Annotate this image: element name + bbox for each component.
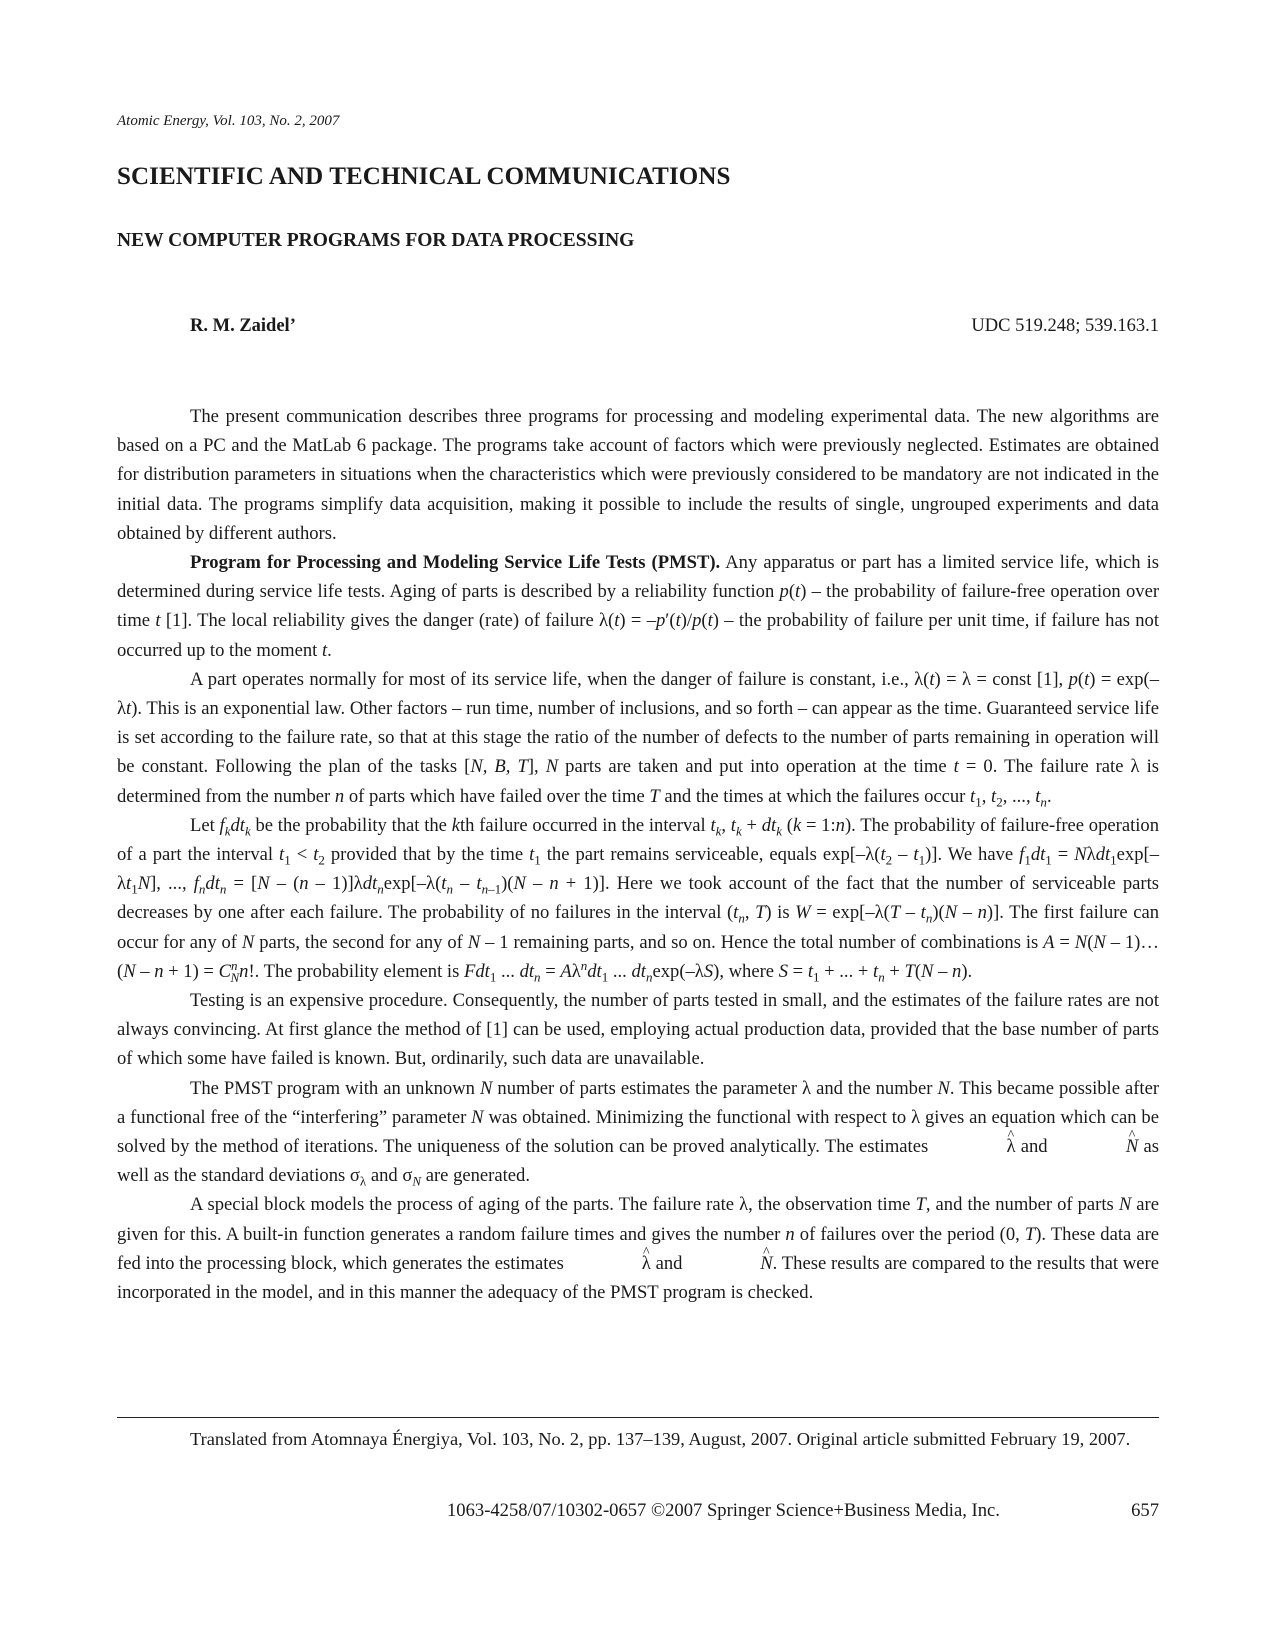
- paragraph-exponential: A part operates normally for most of its service life, when the danger of failure is constant, i.e., λ(t) = λ = const [1], p(t) = exp(–λt). This is an exponential law. Other factors – run time, number of inclusions, and so forth – can appear as the time. Guaranteed service life is set according to the failure rate, so that at this stage the ratio of the number of defects to the number of parts remaining in operation will be constant. Following the plan of the tasks [N, B, T], N parts are taken and put into operation at the time t = 0. The failure rate λ is determined from the number n of parts which have failed over the time T and the times at which the failures occur $t_1$, $t_2$, ..., $t_n$.: [117, 668, 1160, 810]
- footnote-divider: [117, 1417, 1159, 1418]
- udc-code: UDC 519.248; 539.163.1: [971, 316, 1159, 336]
- author-name: R. M. Zaidel’: [190, 316, 296, 336]
- copyright-line: 1063-4258/07/10302-0657 ©2007 Springer Science+Business Media, Inc.: [447, 1500, 1000, 1521]
- page-number: 657: [1131, 1500, 1159, 1521]
- paragraph-pmst-program: The PMST program with an unknown N number of parts estimates the parameter λ and the number N. This became possible after a functional free of the “interfering” parameter N was obtained. Minimizing the functional with respect to λ gives an equation which can be solved by the method of iterations. The uniqueness of the solution can be proved analytically. The estimates ^ λ and ^ N as well as the standard deviations $\sigma_\lambda$ and $\sigma_N$ are generated.: [117, 1074, 1159, 1191]
- paragraph-probability: Let $f_kdt_k$ be the probability that the kth failure occurred in the interval $t_k$, $t_k + dt_k$ (k = 1:n). The probability of failure-free operation of a part the interval $t_1 < t_2$ provided that by the time $t_1$ the part remains serviceable, equals $\exp[-\lambda(t_2 - t_1)]$. We have $f_1dt_1 = N\lambda dt_1\exp[-\lambda t_1N]$, ..., $f_ndt_n = [N - (n - 1)]\lambda dt_n\exp[-\lambda(t_n - t_{n-1})(N - n + 1)]$. Here we took account of the fact that the number of serviceable parts decreases by one after each failure. The probability of no failures in the interval ($t_n$, T) is $W = \exp[-\lambda(T - t_n)(N - n)]$. The first failure can occur for any of N parts, the second for any of N – 1 remaining parts, and so on. Hence the total number of combinations is A = N(N – 1)…(N – $n + 1) = C^n_Nn$!. The probability element is Fdt$_1$ ... $dt_n = A\lambda^ndt_1$ ... $dt_n\exp(-\lambda S)$, where $S = t_1$ + ... + $t_n + T(N - n)$.: [117, 814, 1160, 985]
- journal-citation: Atomic Energy, Vol. 103, No. 2, 2007: [117, 113, 340, 129]
- section-title: SCIENTIFIC AND TECHNICAL COMMUNICATIONS: [117, 163, 731, 190]
- article-body: [117, 402, 1159, 1307]
- paragraph-modeling: A special block models the process of aging of the parts. The failure rate λ, the observation time T, and the number of parts N are given for this. A built-in function generates a random failure times and gives the number n of failures over the period (0, T). These data are fed into the processing block, which generates the estimates ^ λ and ^ N. These results are compared to the results that were incorporated in the model, and in this manner the adequacy of the PMST program is checked.: [117, 1190, 1159, 1307]
- paragraph-intro: The present communication describes three programs for processing and modeling experimental data. The new algorithms are based on a PC and the MatLab 6 package. The programs take account of factors which were previously neglected. Estimates are obtained for distribution parameters in situations when the characteristics which were previously considered to be mandatory are not indicated in the initial data. The programs simplify data acquisition, making it possible to include the results of single, ungrouped experiments and data obtained by different authors.: [117, 406, 1159, 544]
- paragraph-pmst: Program for Processing and Modeling Service Life Tests (PMST). Any apparatus or part has a limited service life, which is determined during service life tests. Aging of parts is described by a reliability function p(t) – the probability of failure-free operation over time t [1]. The local reliability gives the danger (rate) of failure λ(t) = –p′(t)/p(t) – the probability of failure per unit time, if failure has not occurred up to the moment t.: [117, 552, 1160, 661]
- pmst-heading: Program for Processing and Modeling Service Life Tests (PMST).: [190, 552, 721, 574]
- subsection-title: NEW COMPUTER PROGRAMS FOR DATA PROCESSING: [117, 230, 635, 251]
- paragraph-testing: Testing is an expensive procedure. Consequently, the number of parts tested in small, and the estimates of the failure rates are not always convincing. At first glance the method of [1] can be used, employing actual production data, provided that the base number of parts of which some have failed is known. But, ordinarily, such data are unavailable.: [117, 990, 1159, 1070]
- translation-footnote: Translated from Atomnaya Énergiya, Vol. 103, No. 2, pp. 137–139, August, 2007. Original article submitted February 19, 2007.: [190, 1429, 1131, 1449]
